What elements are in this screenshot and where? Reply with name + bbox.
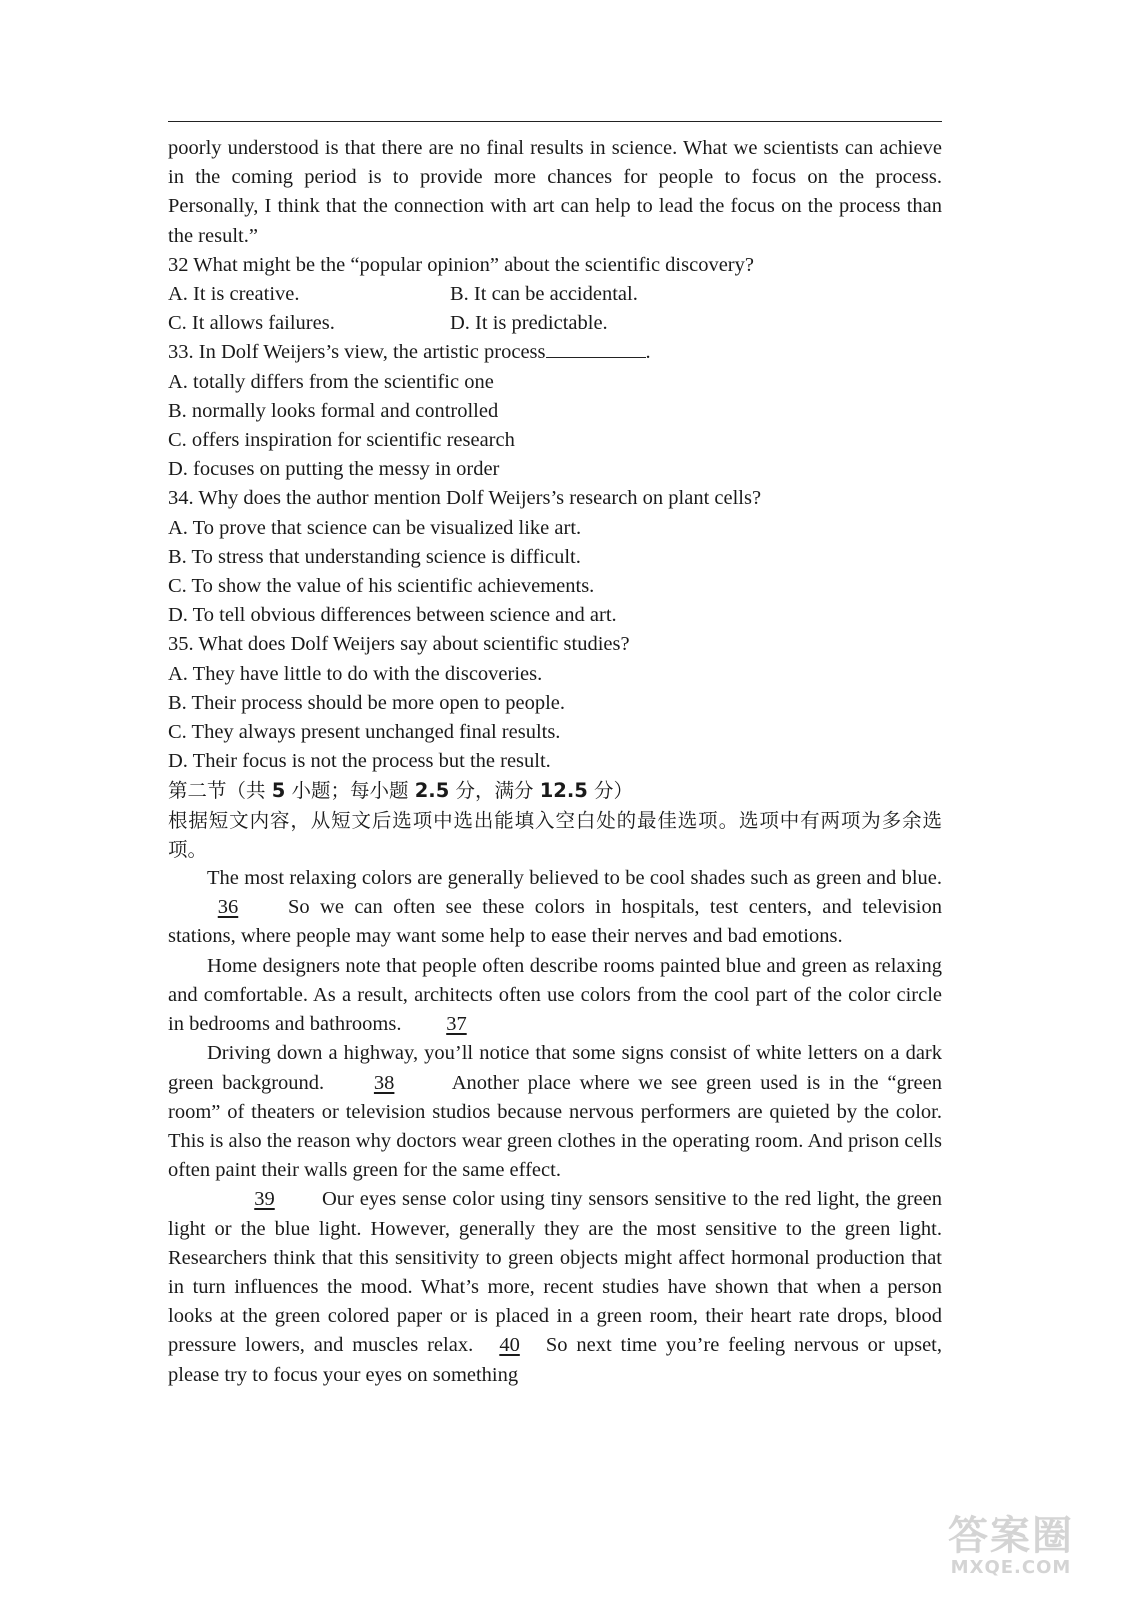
cloze-text: Our eyes sense color using tiny sensors sensitive to the red light, the green light or the blue light. However, generally they are the most sensitive to the green light. Researchers think that this sensitivity to green objects might affect hormonal production that in turn influences the mood. What’s more, recent studies have shown that when a person looks at the green colored paper or is placed in a green room, their heart rate drops, blood pressure lowers, and muscles relax. [168,1188,942,1357]
question-34-option-c: C. To show the value of his scientific achievements. [168,575,595,598]
question-33-stem-end: . [645,341,651,364]
passage-tail: poorly understood is that there are no final results in science. What we scientists can achieve in the coming period is to provide more chances for people to focus on the process. Personally, I think that the connection with art can help to lead the focus on the process than the result.” [168,137,942,247]
question-32-option-b: B. It can be accidental. [450,283,638,306]
cloze-paragraph-3 [168,1039,942,1185]
question-32-options-row-2 [168,309,942,338]
question-35-option-a: A. They have little to do with the discoveries. [168,662,543,685]
cloze-text: The most relaxing colors are generally believed to be cool shades such as green and blue. [207,867,942,890]
cloze-paragraph-1 [168,864,942,952]
question-35-option-b: B. Their process should be more open to people. [168,691,566,714]
section-2-total-points: 12.5 [539,779,588,803]
exam-page-content [168,134,942,1390]
section-2-points-each: 2.5 [414,779,450,803]
question-33-blank [546,339,646,358]
question-35-option-d: D. Their focus is not the process but the result. [168,750,551,773]
question-33-option-a: A. totally differs from the scientific one [168,370,494,393]
question-33-option-c: C. offers inspiration for scientific research [168,429,515,452]
section-2-question-count: 5 [271,779,286,803]
section-2-heading [168,776,942,805]
question-33-stem [168,338,942,367]
question-34-option-d: D. To tell obvious differences between science and art. [168,604,617,627]
question-33-option-d: D. focuses on putting the messy in order [168,458,500,481]
watermark-url: MXQE.COM [950,1557,1072,1578]
question-33-stem-text: 33. In Dolf Weijers’s view, the artistic process [168,341,546,364]
question-32-option-c: C. It allows failures. [168,312,335,335]
cloze-text: So next time you’re feeling nervous or upset, please try to focus your eyes on something [168,1334,942,1386]
cloze-text: Driving down a highway, you’ll notice that some signs consist of white letters on a dark green background. [168,1042,942,1094]
question-34-option-b: B. To stress that understanding science is difficult. [168,545,581,568]
section-2-heading-part: 分） [594,779,634,803]
question-32-stem: 32 What might be the “popular opinion” about the scientific discovery? [168,253,754,276]
watermark-title: 答案圈 [948,1513,1074,1559]
section-2-instruction: 根据短文内容，从短文后选项中选出能填入空白处的最佳选项。选项中有两项为多余选项。 [168,808,942,861]
cloze-blank-40: 40 [499,1334,520,1357]
question-34-stem: 34. Why does the author mention Dolf Weijers’s research on plant cells? [168,487,762,510]
cloze-blank-38: 38 [373,1071,395,1094]
question-35-option-c: C. They always present unchanged final results. [168,721,561,744]
section-2-heading-part: 小题；每小题 [291,779,409,803]
cloze-blank-37: 37 [446,1013,467,1036]
question-33-option-b: B. normally looks formal and controlled [168,399,499,422]
question-32-option-d: D. It is predictable. [450,312,608,335]
cloze-blank-36: 36 [217,896,239,919]
watermark-logo [931,1514,1091,1582]
cloze-blank-39: 39 [254,1188,275,1211]
question-32-options-row-1 [168,280,942,309]
header-rule [168,121,942,122]
cloze-text: So we can often see these colors in hospitals, test centers, and television stations, where people may want some help to ease their nerves and bad emotions. [168,896,942,948]
section-2-heading-part: 分，满分 [455,779,534,803]
cloze-text: Another place where we see green used is in the “green room” of theaters or television studios because nervous performers are quieted by the color. This is also the reason why doctors wear green clothes in the operating room. And prison cells often paint their walls green for the same effect. [168,1071,942,1182]
question-34-option-a: A. To prove that science can be visualized like art. [168,516,582,539]
cloze-paragraph-4 [168,1185,942,1389]
question-32-option-a: A. It is creative. [168,283,300,306]
section-2-heading-part: 第二节（共 [168,779,266,803]
question-35-stem: 35. What does Dolf Weijers say about scientific studies? [168,633,630,656]
cloze-paragraph-2 [168,952,942,1040]
cloze-text: Home designers note that people often describe rooms painted blue and green as relaxing and comfortable. As a result, architects often use colors from the cool part of the color circle in bedrooms and bathrooms. [168,954,942,1036]
